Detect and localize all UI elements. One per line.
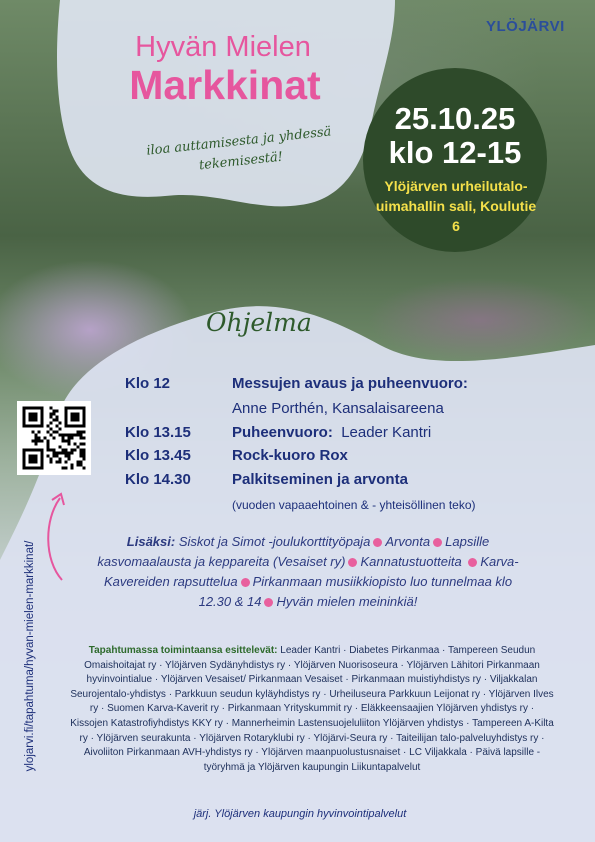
qr-code-graphic	[17, 401, 91, 475]
exhibitors-text: Tapahtumassa toimintaansa esittelevät: Leader Kantri · Diabetes Pirkanmaa · Tampereen Seudun Omaishoitajat ry · Ylöjärven Sydänyhdistys ry · Ylöjärven Nuorisoseura · Ylöjärven Lähitori Pirkanmaan hyvinvointialue · Ylöjärven Vesaiset/ Pirkanmaan Vesaiset · Pirkanmaan muistiyhdistys ry · Viljakkalan Seurojentalo-yhdistys · Parkkuun seudun kyläyhdistys ry · Urheiluseura Parkkuun Leijonat ry · Ylöjärven Ilves ry · Suomen Karva-Kaverit ry · Pirkanmaan Yrityskummit ry · Eläkkeensaajien Ylöjärven yhdistys ry · Kissojen Katastrofiyhdistys KKY ry · Mannerheimin Lastensuojeluliiton Ylöjärven yhdistys · Tampereen A-Kilta ry · Ylöjärven seurakunta · Ylöjärven Rotaryklubi ry · Ylöjärvi-Seura ry · Taiteilijan talo-palveluyhdistys ry · Aivoliiton Pirkanmaan AVH-yhdistys ry · Ylöjärven maanpuolustusnaiset · LC Viljakkala · Päivä lapsille -työryhmä ja Ylöjärven kaupungin Liikuntapalvelut	[70, 645, 554, 773]
event-date: 25.10.25	[394, 101, 516, 136]
program-title: Rock-kuoro Rox	[232, 447, 348, 464]
tagline: iloa auttamisesta ja yhdessä tekemisestä!	[145, 124, 333, 174]
event-url[interactable]: ylojarvi.fi/tapahtuma/hyvan-mielen-markkinat/	[24, 540, 36, 772]
program-title: Puheenvuoro: Leader Kantri	[232, 424, 432, 441]
program-time: Klo 12	[125, 375, 171, 392]
extras-text: Lisäksi: Siskot ja Simot -joulukorttityöpaja Arvonta Lapsille kasvomaalausta ja keppareita (Vesaiset ry) Kannatustuotteita Karva-Kavereiden rapsuttelua Pirkanmaan musiikkiopisto luo tunnelmaa klo 12.30 & 14 Hyvän mielen meininkiä!	[97, 534, 519, 609]
program-time: Klo 13.45	[125, 447, 191, 464]
event-venue: Ylöjärven urheilutalo-uimahallin sali, Koulutie 6	[375, 178, 537, 234]
qr-code-icon[interactable]	[17, 401, 91, 475]
program-time: Klo 14.30	[125, 471, 191, 488]
program-heading: Ohjelma	[206, 308, 312, 337]
organizer-text: järj. Ylöjärven kaupungin hyvinvointipalvelut	[193, 808, 407, 820]
program-title: Palkitseminen ja arvonta	[232, 471, 408, 488]
program-detail: (vuoden vapaaehtoinen & - yhteisöllinen teko)	[232, 498, 476, 512]
event-datetime	[370, 102, 540, 170]
program-time: Klo 13.15	[125, 424, 191, 441]
title-line-2: Markkinat	[129, 62, 321, 108]
ylojarvi-logo: YLÖJÄRVI	[486, 18, 565, 35]
program-title: Messujen avaus ja puheenvuoro:	[232, 375, 468, 392]
program-detail: Anne Porthén, Kansalaisareena	[232, 400, 444, 417]
title-line-1: Hyvän Mielen	[135, 31, 311, 63]
event-time: klo 12-15	[388, 135, 522, 170]
